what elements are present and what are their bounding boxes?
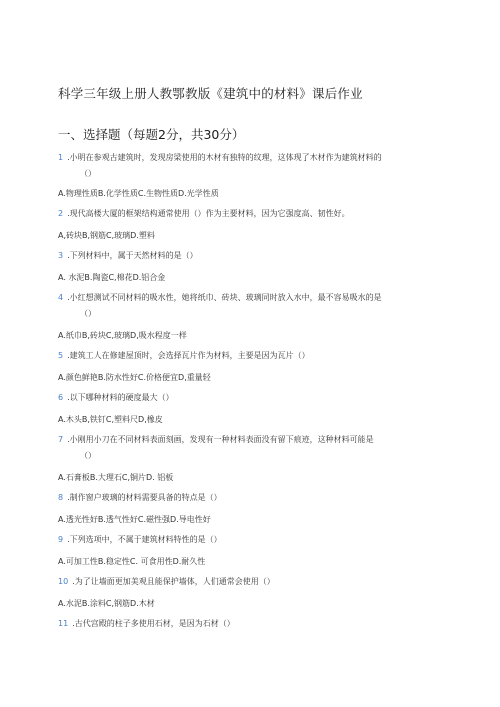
- question-number: 4: [58, 293, 64, 302]
- question-9: [58, 532, 448, 548]
- page-title: 科学三年级上册人教鄂教版《建筑中的材料》课后作业: [58, 86, 363, 101]
- question-7: [58, 432, 448, 464]
- question-3: [58, 248, 448, 264]
- question-3-options: A. 水泥B.陶瓷C,棉花D.铝合金: [58, 273, 166, 282]
- question-text: .古代宫殿的柱子多使用石材，是因为石材（）: [72, 619, 235, 628]
- question-number: 6: [58, 393, 64, 402]
- question-text: .以下哪种材料的硬度最大（）: [67, 393, 174, 402]
- question-number: 11: [58, 619, 69, 628]
- question-4: [58, 290, 448, 322]
- question-8-options: A.透光性好B.透气性好C.磁性强D.导电性好: [58, 515, 211, 524]
- question-number: 5: [58, 351, 64, 360]
- section-heading: 一、选择题（每题2分，共30分）: [58, 127, 245, 142]
- question-text: .下列选项中，不属于建筑材料特性的是（）: [67, 535, 222, 544]
- question-1: [58, 150, 448, 182]
- question-11: [58, 616, 448, 632]
- question-10-options: A.水泥B.涂料C,钢筋D.木材: [58, 599, 155, 608]
- question-number: 8: [58, 493, 64, 502]
- question-4-options: A.纸巾B,砖块C,玻璃D,吸水程度一样: [58, 331, 187, 340]
- question-5: [58, 348, 448, 364]
- question-1-options: A.物理性质B.化学性质C.生物性质D.光学性质: [58, 189, 219, 198]
- question-9-options: A.可加工性B.稳定性C. 可食用性D.耐久性: [58, 557, 206, 566]
- question-text: .下列材料中，属于天然材料的是（）: [67, 251, 198, 260]
- answer-paren: （）: [80, 309, 96, 318]
- question-6: [58, 390, 448, 406]
- question-text: .小红想测试不同材料的吸水性，她将纸巾、砖块、玻璃同时放入水中，最不容易吸水的是: [67, 293, 382, 302]
- question-8: [58, 490, 448, 506]
- question-2: [58, 206, 448, 222]
- question-6-options: A.木头B,铁钉C,塑料尺D,橡皮: [58, 415, 163, 424]
- question-text: .小明在参观古建筑时，发现房梁使用的木材有独特的纹理，这体现了木材作为建筑材料的: [67, 153, 382, 162]
- question-number: 3: [58, 251, 64, 260]
- question-10: [58, 574, 448, 590]
- question-text: .建筑工人在修建屋顶时，会选择瓦片作为材料，主要是因为瓦片（）: [67, 351, 310, 360]
- question-7-options: A.石膏板B.大理石C,铜片D. 铝板: [58, 473, 174, 482]
- question-number: 2: [58, 209, 64, 218]
- question-text: .小刚用小刀在不同材料表面刻画，发现有一种材料表面没有留下痕迹，这种材料可能是: [67, 435, 374, 444]
- question-number: 1: [58, 153, 64, 162]
- answer-paren: （）: [80, 169, 96, 178]
- answer-paren: （）: [80, 451, 96, 460]
- question-number: 10: [58, 577, 69, 586]
- question-number: 9: [58, 535, 64, 544]
- question-text: .现代高楼大厦的框架结构通常使用（）作为主要材料，因为它强度高、韧性好。: [67, 209, 350, 218]
- question-5-options: A.颜色鲜艳B.防水性好C.价格便宜D,重量轻: [58, 373, 211, 382]
- question-text: .制作窗户玻璃的材料需要具备的特点是（）: [67, 493, 222, 502]
- question-text: .为了让墙面更加美观且能保护墙体，人们通常会使用（）: [72, 577, 275, 586]
- question-2-options: A,砖块B,钢筋C,玻璃D.塑料: [58, 231, 155, 240]
- question-number: 7: [58, 435, 64, 444]
